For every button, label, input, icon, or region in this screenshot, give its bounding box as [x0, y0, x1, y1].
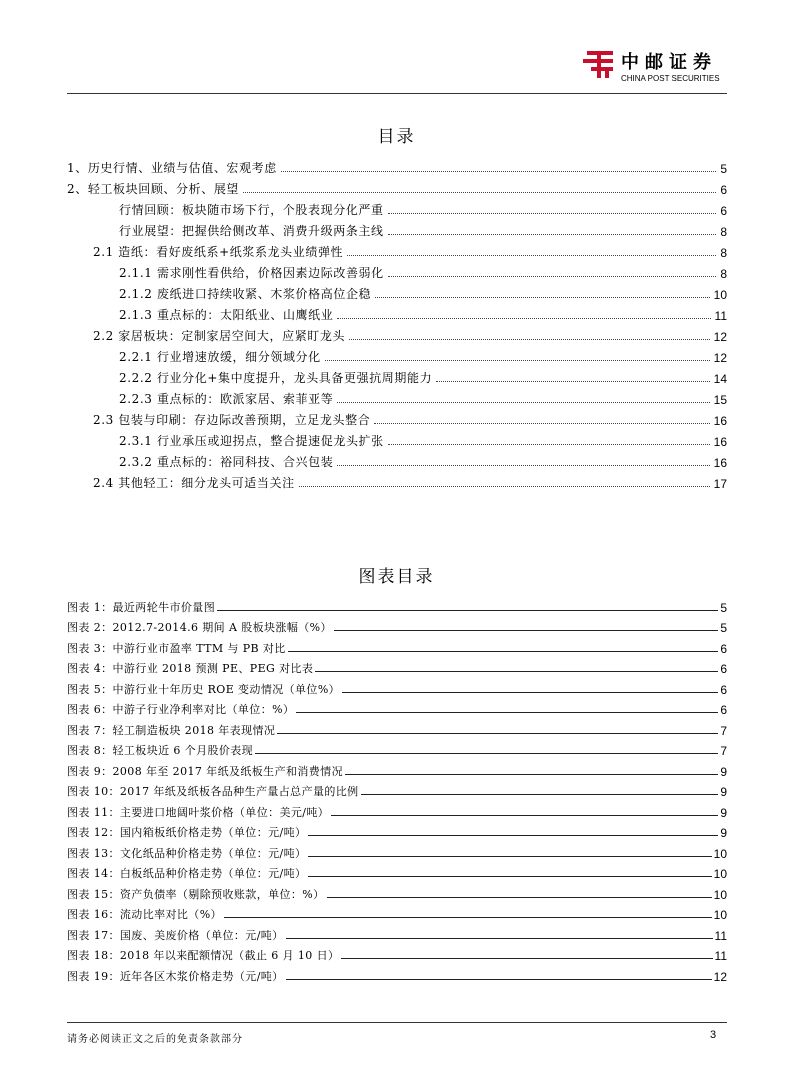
- dot-leader: [243, 191, 716, 193]
- toc-item-page: 5: [720, 162, 727, 176]
- dot-leader: [327, 896, 712, 898]
- dot-leader: [308, 834, 718, 836]
- figure-item-page: 6: [720, 642, 727, 656]
- figure-item-page: 10: [713, 867, 727, 881]
- toc-item-text: 2.2.2 行业分化+集中度提升，龙头具备更强抗周期能力: [119, 371, 433, 385]
- footer-divider: [67, 1022, 727, 1023]
- dot-leader: [341, 957, 712, 959]
- toc-item-page: 16: [713, 456, 727, 470]
- toc-item-text: 2.1.2 废纸进口持续收紧、木浆价格高位企稳: [119, 287, 372, 301]
- dot-leader: [224, 916, 712, 918]
- dot-leader: [288, 650, 719, 652]
- toc-item[interactable]: [119, 450, 727, 470]
- toc-item-page: 8: [720, 225, 727, 239]
- figure-item-text: 图表 10：2017 年纸及纸板各品种生产量占总产量的比例: [67, 785, 359, 798]
- figure-item-text: 图表 4：中游行业 2018 预测 PE、PEG 对比表: [67, 662, 314, 675]
- dot-leader: [308, 875, 711, 877]
- figure-item[interactable]: [67, 677, 727, 697]
- toc-item-page: 14: [713, 372, 727, 386]
- figure-item[interactable]: [67, 902, 727, 922]
- toc-item-text: 2.4 其他轻工：细分龙头可适当关注: [93, 476, 295, 490]
- figure-item-text: 图表 11：主要进口地阔叶浆价格（单位：美元/吨）: [67, 806, 330, 819]
- dot-leader: [281, 170, 716, 172]
- figure-item[interactable]: [67, 841, 727, 861]
- toc-item-page: 16: [713, 414, 727, 428]
- toc-item-page: 6: [720, 204, 727, 218]
- toc-item[interactable]: [119, 366, 727, 386]
- toc-item-page: 17: [713, 477, 727, 491]
- figure-item[interactable]: [67, 861, 727, 881]
- dot-leader: [388, 233, 717, 235]
- dot-leader: [334, 629, 718, 631]
- figure-item[interactable]: [67, 718, 727, 738]
- toc-item[interactable]: [93, 408, 727, 428]
- toc-item-text: 行情回顾：板块随市场下行，个股表现分化严重: [119, 203, 384, 217]
- figure-item-page: 10: [713, 888, 727, 902]
- toc-item-page: 12: [713, 330, 727, 344]
- toc-item-text: 2.3 包装与印刷：存边际改善预期，立足龙头整合: [93, 413, 371, 427]
- dot-leader: [342, 691, 718, 693]
- figure-item-text: 图表 19：近年各区木浆价格走势（元/吨）: [67, 970, 284, 983]
- toc-item[interactable]: [119, 261, 727, 281]
- toc-item-text: 2.2.3 重点标的：欧派家居、索菲亚等: [119, 392, 334, 406]
- china-post-logo-icon: [583, 48, 617, 80]
- toc-item-text: 2.2.1 行业增速放缓，细分领域分化: [119, 350, 321, 364]
- dot-leader: [255, 752, 718, 754]
- figure-item[interactable]: [67, 636, 727, 656]
- figure-item-text: 图表 1：最近两轮牛市价量图: [67, 601, 216, 614]
- dot-leader: [337, 317, 710, 319]
- dot-leader: [325, 359, 710, 361]
- figure-item-page: 10: [713, 908, 727, 922]
- figure-item-page: 12: [713, 970, 727, 984]
- toc-item-page: 10: [713, 288, 727, 302]
- toc-item-text: 2.3.1 行业承压或迎拐点，整合提速促龙头扩张: [119, 434, 384, 448]
- figure-item[interactable]: [67, 779, 727, 799]
- toc-item-text: 2.2 家居板块：定制家居空间大，应紧盯龙头: [93, 329, 346, 343]
- toc-item[interactable]: [67, 156, 727, 176]
- disclaimer-note: 请务必阅读正文之后的免责条款部分: [67, 1034, 243, 1045]
- figure-item[interactable]: [67, 656, 727, 676]
- dot-leader: [345, 773, 718, 775]
- figure-item-page: 5: [720, 621, 727, 635]
- dot-leader: [337, 464, 709, 466]
- toc-item[interactable]: [119, 219, 727, 239]
- figure-item[interactable]: [67, 595, 727, 615]
- figure-item-page: 7: [720, 744, 727, 758]
- dot-leader: [217, 609, 718, 611]
- dot-leader: [436, 380, 709, 382]
- figure-item-text: 图表 16：流动比率对比（%）: [67, 908, 222, 921]
- dot-leader: [277, 732, 718, 734]
- figure-item-page: 10: [713, 847, 727, 861]
- figure-item-page: 9: [720, 785, 727, 799]
- figure-item[interactable]: [67, 800, 727, 820]
- toc-item-page: 15: [713, 393, 727, 407]
- figure-item-text: 图表 5：中游行业十年历史 ROE 变动情况（单位%）: [67, 683, 341, 696]
- toc-item-page: 8: [720, 267, 727, 281]
- toc-item[interactable]: [119, 429, 727, 449]
- dot-leader: [337, 401, 709, 403]
- figure-item-text: 图表 14：白板纸品种价格走势（单位：元/吨）: [67, 867, 307, 880]
- toc-item-text: 2.1.1 需求刚性看供给，价格因素边际改善弱化: [119, 266, 384, 280]
- dot-leader: [375, 296, 709, 298]
- figure-item-page: 11: [714, 949, 727, 963]
- figure-item-text: 图表 13：文化纸品种价格走势（单位：元/吨）: [67, 847, 307, 860]
- figure-item[interactable]: [67, 943, 727, 963]
- dot-leader: [299, 485, 710, 487]
- toc-item[interactable]: [93, 240, 727, 260]
- figure-item[interactable]: [67, 697, 727, 717]
- toc-item[interactable]: [119, 198, 727, 218]
- toc-item[interactable]: [119, 345, 727, 365]
- figure-item-page: 9: [720, 826, 727, 840]
- figure-item-page: 7: [720, 724, 727, 738]
- figure-item[interactable]: [67, 882, 727, 902]
- figure-item-text: 图表 17：国废、美废价格（单位：元/吨）: [67, 929, 284, 942]
- dot-leader: [296, 711, 718, 713]
- toc-item-page: 16: [713, 435, 727, 449]
- figure-item-text: 图表 15：资产负债率（剔除预收账款，单位：%）: [67, 888, 325, 901]
- dot-leader: [331, 814, 718, 816]
- toc-item-page: 11: [714, 309, 727, 323]
- toc-item[interactable]: [67, 177, 727, 197]
- page-header: [67, 40, 727, 96]
- figure-item[interactable]: [67, 820, 727, 840]
- dot-leader: [308, 855, 711, 857]
- toc-item-page: 6: [720, 183, 727, 197]
- figure-item[interactable]: [67, 738, 727, 758]
- logo-english-name: CHINA POST SECURITIES: [621, 74, 720, 83]
- toc-item-text: 行业展望：把握供给侧改革、消费升级两条主线: [119, 224, 384, 238]
- toc-item-page: 8: [720, 246, 727, 260]
- company-logo: [577, 48, 727, 88]
- figure-item-text: 图表 9：2008 年至 2017 年纸及纸板生产和消费情况: [67, 765, 343, 778]
- figure-item[interactable]: [67, 923, 727, 943]
- figure-item-text: 图表 3：中游行业市盈率 TTM 与 PB 对比: [67, 642, 286, 655]
- figure-item-page: 6: [720, 662, 727, 676]
- figure-item-text: 图表 2：2012.7-2014.6 期间 A 股板块涨幅（%）: [67, 621, 332, 634]
- figure-item-page: 6: [720, 683, 727, 697]
- figures-title: 图表目录: [358, 567, 435, 587]
- figure-item[interactable]: [67, 615, 727, 635]
- figure-item[interactable]: [67, 759, 727, 779]
- figure-item[interactable]: [67, 964, 727, 984]
- figure-item-page: 9: [720, 806, 727, 820]
- figure-item-page: 11: [714, 929, 727, 943]
- toc-item-page: 12: [713, 351, 727, 365]
- toc-item[interactable]: [93, 471, 727, 491]
- dot-leader: [374, 422, 709, 424]
- toc-item[interactable]: [119, 282, 727, 302]
- figure-item-text: 图表 6：中游子行业净利率对比（单位：%）: [67, 703, 295, 716]
- dot-leader: [388, 275, 717, 277]
- figure-item-page: 6: [720, 703, 727, 717]
- figure-item-text: 图表 8：轻工板块近 6 个月股价表现: [67, 744, 254, 757]
- dot-leader: [349, 338, 710, 340]
- dot-leader: [388, 212, 717, 214]
- dot-leader: [315, 670, 718, 672]
- dot-leader: [361, 793, 719, 795]
- toc-title: 目录: [377, 127, 416, 147]
- figure-item-page: 5: [720, 601, 727, 615]
- dot-leader: [347, 254, 716, 256]
- figure-item-text: 图表 12：国内箱板纸价格走势（单位：元/吨）: [67, 826, 307, 839]
- toc-item-text: 2.3.2 重点标的：裕同科技、合兴包装: [119, 455, 334, 469]
- toc-item-text: 2、轻工板块回顾、分析、展望: [67, 182, 240, 196]
- figure-item-page: 9: [720, 765, 727, 779]
- dot-leader: [286, 937, 713, 939]
- toc-item-text: 2.1 造纸：看好废纸系+纸浆系龙头业绩弹性: [93, 245, 344, 259]
- page-number: 3: [710, 1029, 717, 1041]
- figure-item-text: 图表 18：2018 年以来配额情况（截止 6 月 10 日）: [67, 949, 340, 962]
- toc-item-text: 1、历史行情、业绩与估值、宏观考虑: [67, 161, 277, 175]
- logo-chinese-name: 中邮证券: [621, 52, 717, 73]
- toc-item[interactable]: [119, 387, 727, 407]
- toc-item[interactable]: [119, 303, 727, 323]
- figure-item-text: 图表 7：轻工制造板块 2018 年表现情况: [67, 724, 276, 737]
- dot-leader: [388, 443, 710, 445]
- toc-item-text: 2.1.3 重点标的：太阳纸业、山鹰纸业: [119, 308, 334, 322]
- header-divider: [67, 93, 727, 94]
- dot-leader: [286, 978, 712, 980]
- toc-item[interactable]: [93, 324, 727, 344]
